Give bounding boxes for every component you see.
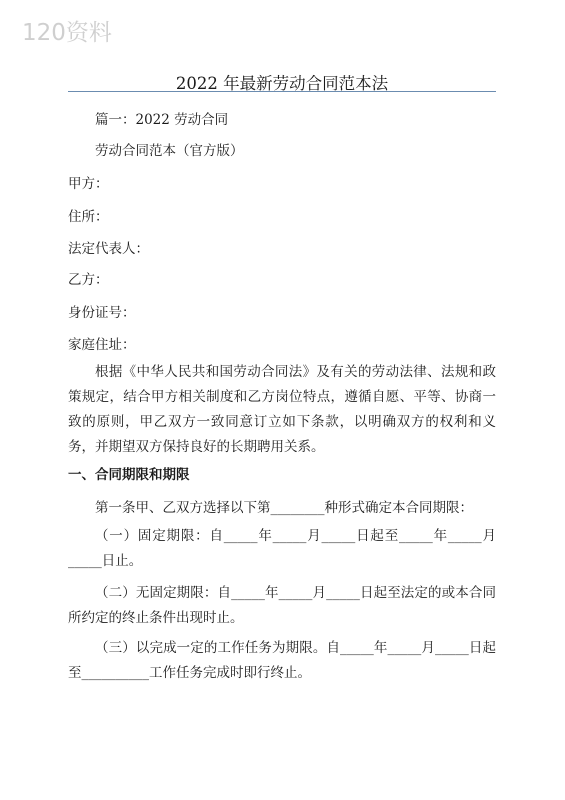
party-a-field: 甲方：	[68, 176, 109, 192]
party-b-field: 乙方：	[68, 272, 109, 288]
document-title: 2022 年最新劳动合同范本法	[175, 74, 389, 93]
legal-rep-field: 法定代表人：	[68, 241, 149, 257]
title-divider	[68, 91, 496, 92]
address-field: 住所：	[68, 209, 109, 225]
task-term-clause: （三）以完成一定的工作任务为期限。自_____年_____月_____日起至__________工作任务完成时即行终止。	[68, 640, 496, 681]
fixed-term-clause: （一）固定期限：自_____年_____月_____日起至_____年_____月_____日止。	[68, 528, 496, 569]
watermark: 120资料	[22, 20, 112, 46]
home-address-field: 家庭住址：	[68, 337, 136, 353]
id-number-field: 身份证号：	[68, 305, 136, 321]
preamble-paragraph: 根据《中华人民共和国劳动合同法》及有关的劳动法律、法规和政策规定，结合甲方相关制度和乙方岗位特点，遵循自愿、平等、协商一致的原则，甲乙双方一致同意订立如下条款，以明确双方的权利和义务，并期望双方保持良好的长期聘用关系。	[68, 364, 496, 455]
open-term-clause: （二）无固定期限：自_____年_____月_____日起至法定的或本合同所约定的终止条件出现时止。	[68, 585, 496, 626]
part-one-heading: 篇一：2022 劳动合同	[95, 112, 229, 128]
article-one: 第一条甲、乙双方选择以下第________种形式确定本合同期限：	[95, 500, 473, 516]
template-subtitle: 劳动合同范本（官方版）	[95, 143, 244, 159]
section-one-heading: 一、合同期限和期限	[68, 467, 190, 483]
